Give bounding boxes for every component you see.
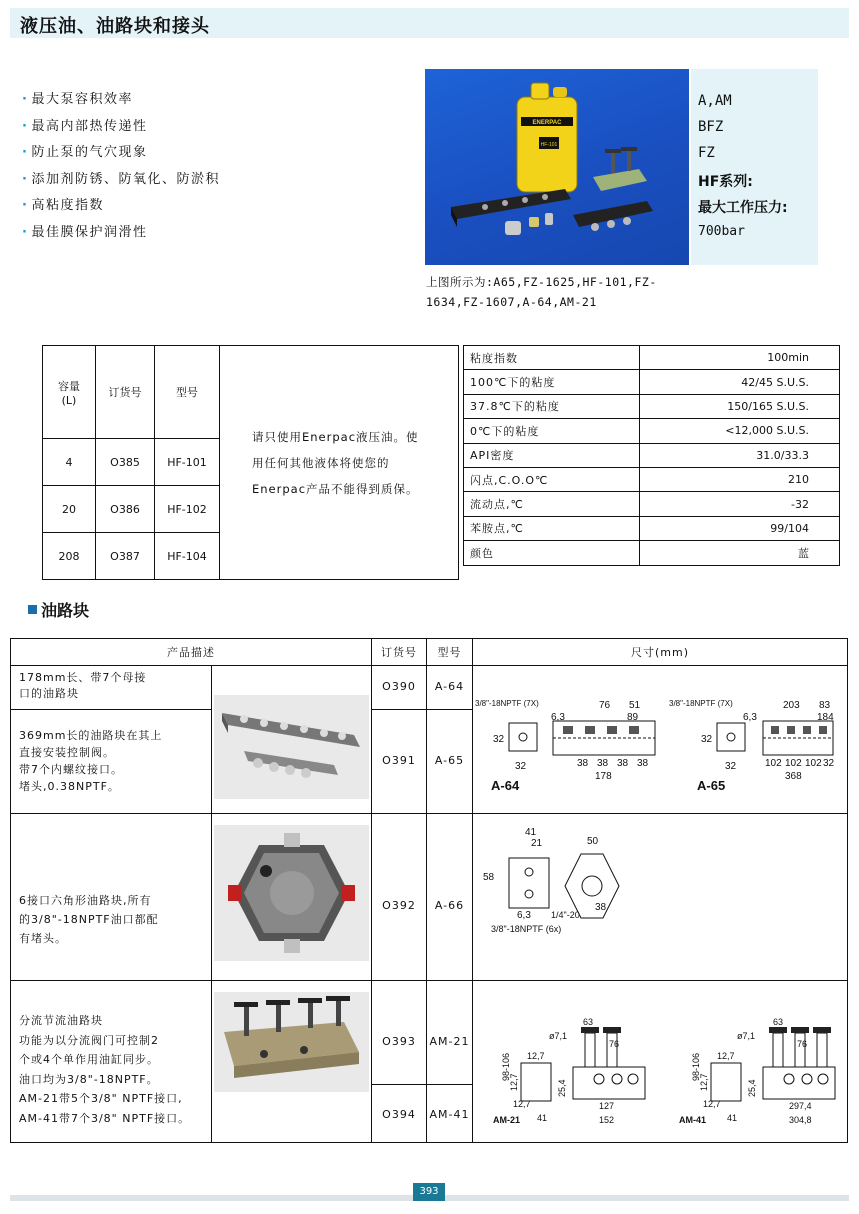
table-row: 颜色 蓝 bbox=[464, 541, 840, 565]
svg-text:25,4: 25,4 bbox=[747, 1079, 757, 1097]
oil-note: 请只使用Enerpac液压油。使用任何其他液体将使您的Enerpac产品不能得到质保。 bbox=[220, 346, 459, 580]
svg-text:89: 89 bbox=[627, 712, 639, 723]
product-photo-illustration bbox=[425, 69, 689, 265]
product-image-am bbox=[214, 992, 369, 1092]
photo-caption: 上图所示为:A65,FZ-1625,HF-101,FZ-1634,FZ-1607,A-64,AM-21 bbox=[426, 275, 657, 309]
svg-text:32: 32 bbox=[823, 758, 835, 769]
svg-text:304,8: 304,8 bbox=[789, 1115, 812, 1125]
model-cell: A-64 bbox=[434, 680, 465, 693]
svg-text:41: 41 bbox=[525, 827, 537, 838]
header-order-no: 订货号 bbox=[381, 646, 417, 659]
svg-text:A-64: A-64 bbox=[491, 778, 520, 793]
product-image-a66 bbox=[214, 825, 369, 961]
table-cell: 4 bbox=[43, 439, 96, 486]
table-cell: O385 bbox=[96, 439, 155, 486]
bullet-icon: · bbox=[22, 118, 29, 134]
series-line: FZ bbox=[698, 145, 715, 161]
max-pressure-value: 700bar bbox=[698, 224, 745, 239]
max-pressure-label: 最大工作压力: bbox=[698, 200, 788, 216]
svg-text:38: 38 bbox=[597, 758, 609, 769]
svg-text:12,7: 12,7 bbox=[699, 1073, 709, 1091]
title-bar bbox=[10, 8, 849, 38]
desc-am: 分流节流油路块 功能为以分流阀门可控制2 个或4个单作用油缸同步。 油口均为3/8"-18NPTF。 AM-21带5个3/8" NPTF接口, AM-41带7个3/8" NPTF接口。 bbox=[19, 1014, 191, 1125]
svg-text:38: 38 bbox=[577, 758, 589, 769]
page-title: 液压油、油路块和接头 bbox=[20, 16, 210, 37]
section-heading: 油路块 bbox=[28, 598, 89, 621]
order-no-cell: O394 bbox=[382, 1108, 416, 1121]
table-cell: O387 bbox=[96, 533, 155, 580]
svg-text:41: 41 bbox=[537, 1113, 548, 1123]
table-cell: HF-102 bbox=[155, 486, 220, 533]
svg-text:6,3: 6,3 bbox=[551, 712, 565, 723]
series-line: HF系列: bbox=[698, 174, 753, 190]
svg-text:12,7: 12,7 bbox=[703, 1099, 721, 1109]
series-box bbox=[691, 69, 818, 265]
svg-text:50: 50 bbox=[587, 836, 599, 847]
manifold-table bbox=[10, 638, 848, 1143]
svg-text:6,3: 6,3 bbox=[517, 910, 531, 921]
drawing-a66 bbox=[473, 814, 847, 980]
order-no-cell: O393 bbox=[382, 1035, 416, 1048]
svg-text:368: 368 bbox=[785, 771, 802, 782]
svg-text:127: 127 bbox=[599, 1101, 615, 1111]
table-cell: 20 bbox=[43, 486, 96, 533]
svg-text:152: 152 bbox=[599, 1115, 615, 1125]
model-cell: A-66 bbox=[434, 899, 465, 912]
jug-sticker: HF-101 bbox=[540, 142, 558, 148]
model-cell: A-65 bbox=[434, 754, 465, 767]
svg-text:63: 63 bbox=[583, 1017, 594, 1027]
svg-text:32: 32 bbox=[701, 734, 713, 745]
svg-text:3/8"-18NPTF (6x): 3/8"-18NPTF (6x) bbox=[491, 924, 562, 934]
square-icon bbox=[28, 605, 37, 614]
header-capacity: 容量 (L) bbox=[43, 346, 96, 439]
model-cell: AM-41 bbox=[429, 1108, 470, 1121]
svg-text:ø7,1: ø7,1 bbox=[737, 1031, 756, 1041]
feature-item: · 添加剂防锈、防氧化、防淤积 bbox=[22, 171, 220, 187]
model-cell: AM-21 bbox=[429, 1035, 470, 1048]
svg-text:58: 58 bbox=[483, 872, 495, 883]
header-dims: 尺寸(mm) bbox=[630, 646, 689, 659]
table-row: 闪点,C.O.O℃ 210 bbox=[464, 467, 840, 491]
jug-label: ENERPAC bbox=[532, 120, 562, 126]
order-no-cell: O392 bbox=[382, 899, 416, 912]
series-line: A,AM bbox=[698, 93, 732, 109]
svg-text:AM-21: AM-21 bbox=[493, 1115, 521, 1125]
svg-text:32: 32 bbox=[515, 761, 527, 772]
svg-text:98-106: 98-106 bbox=[691, 1052, 701, 1081]
table-row: 苯胺点,℃ 99/104 bbox=[464, 516, 840, 540]
properties-table bbox=[463, 345, 840, 566]
svg-text:41: 41 bbox=[727, 1113, 738, 1123]
table-cell: O386 bbox=[96, 486, 155, 533]
svg-text:32: 32 bbox=[493, 734, 505, 745]
oil-table bbox=[42, 345, 459, 580]
svg-text:ø7,1: ø7,1 bbox=[549, 1031, 568, 1041]
table-row: 流动点,℃ -32 bbox=[464, 492, 840, 516]
desc-a64: 178mm长、带7个母接 口的油路块 bbox=[19, 671, 147, 700]
order-no-cell: O390 bbox=[382, 680, 416, 693]
svg-text:83: 83 bbox=[819, 700, 831, 711]
desc-a65: 369mm长的油路块在其上 直接安装控制阀。 带7个内螺纹接口。 堵头,0.38NPTF。 bbox=[19, 729, 163, 793]
svg-text:178: 178 bbox=[595, 771, 612, 782]
svg-text:38: 38 bbox=[637, 758, 649, 769]
svg-text:1/4"-20: 1/4"-20 bbox=[551, 910, 580, 920]
header-order-no: 订货号 bbox=[96, 346, 155, 439]
table-row: 0℃下的粘度 <12,000 S.U.S. bbox=[464, 419, 840, 443]
svg-text:12,7: 12,7 bbox=[509, 1073, 519, 1091]
header-model: 型号 bbox=[155, 346, 220, 439]
table-cell: HF-104 bbox=[155, 533, 220, 580]
product-photo bbox=[425, 69, 689, 265]
svg-text:184: 184 bbox=[817, 712, 834, 723]
bullet-icon: · bbox=[22, 198, 29, 214]
svg-text:3/8"-18NPTF (7X): 3/8"-18NPTF (7X) bbox=[669, 699, 733, 708]
svg-text:102: 102 bbox=[785, 758, 802, 769]
feature-item: · 最佳膜保护润滑性 bbox=[22, 224, 148, 240]
svg-text:38: 38 bbox=[595, 902, 607, 913]
bullet-icon: · bbox=[22, 92, 29, 107]
drawing-am21-am41 bbox=[473, 981, 847, 1142]
svg-text:102: 102 bbox=[805, 758, 822, 769]
header-model: 型号 bbox=[437, 646, 462, 659]
feature-item: · 最高内部热传递性 bbox=[22, 118, 148, 134]
table-row: 粘度指数 100min bbox=[464, 346, 840, 370]
svg-text:25,4: 25,4 bbox=[557, 1079, 567, 1097]
svg-text:12,7: 12,7 bbox=[527, 1051, 545, 1061]
svg-text:21: 21 bbox=[531, 838, 543, 849]
feature-item: · 防止泵的气穴现象 bbox=[22, 145, 148, 161]
svg-text:12,7: 12,7 bbox=[513, 1099, 531, 1109]
table-row: API密度 31.0/33.3 bbox=[464, 443, 840, 467]
svg-text:203: 203 bbox=[783, 700, 800, 711]
svg-text:297,4: 297,4 bbox=[789, 1101, 812, 1111]
bullet-icon: · bbox=[22, 145, 29, 161]
drawing-a64-a65 bbox=[473, 666, 847, 813]
svg-text:102: 102 bbox=[765, 758, 782, 769]
svg-text:12,7: 12,7 bbox=[717, 1051, 735, 1061]
bullet-icon: · bbox=[22, 224, 29, 240]
svg-text:76: 76 bbox=[797, 1039, 808, 1049]
feature-list bbox=[22, 88, 220, 248]
product-image-a64-a65 bbox=[214, 695, 369, 799]
svg-text:3/8"-18NPTF (7X): 3/8"-18NPTF (7X) bbox=[475, 699, 539, 708]
svg-text:51: 51 bbox=[629, 700, 641, 711]
table-row: 100℃下的粘度 42/45 S.U.S. bbox=[464, 370, 840, 394]
series-line: BFZ bbox=[698, 119, 724, 135]
svg-text:A-65: A-65 bbox=[697, 778, 726, 793]
svg-text:38: 38 bbox=[617, 758, 629, 769]
table-row: 37.8℃下的粘度 150/165 S.U.S. bbox=[464, 394, 840, 418]
svg-text:76: 76 bbox=[609, 1039, 620, 1049]
svg-text:98-106: 98-106 bbox=[501, 1052, 511, 1081]
svg-text:32: 32 bbox=[725, 761, 737, 772]
svg-text:AM-41: AM-41 bbox=[679, 1115, 707, 1125]
feature-item: · 最大泵容积效率 bbox=[22, 92, 133, 107]
svg-text:63: 63 bbox=[773, 1017, 784, 1027]
svg-text:6,3: 6,3 bbox=[743, 712, 757, 723]
bullet-icon: · bbox=[22, 171, 29, 187]
table-cell: HF-101 bbox=[155, 439, 220, 486]
feature-item: · 高粘度指数 bbox=[22, 198, 104, 214]
table-cell: 208 bbox=[43, 533, 96, 580]
order-no-cell: O391 bbox=[382, 754, 416, 767]
header-desc: 产品描述 bbox=[167, 646, 215, 659]
svg-text:76: 76 bbox=[599, 700, 611, 711]
desc-a66: 6接口六角形油路块,所有 的3/8"-18NPTF油口都配 有堵头。 bbox=[19, 894, 159, 945]
page-number: 393 bbox=[413, 1183, 445, 1201]
